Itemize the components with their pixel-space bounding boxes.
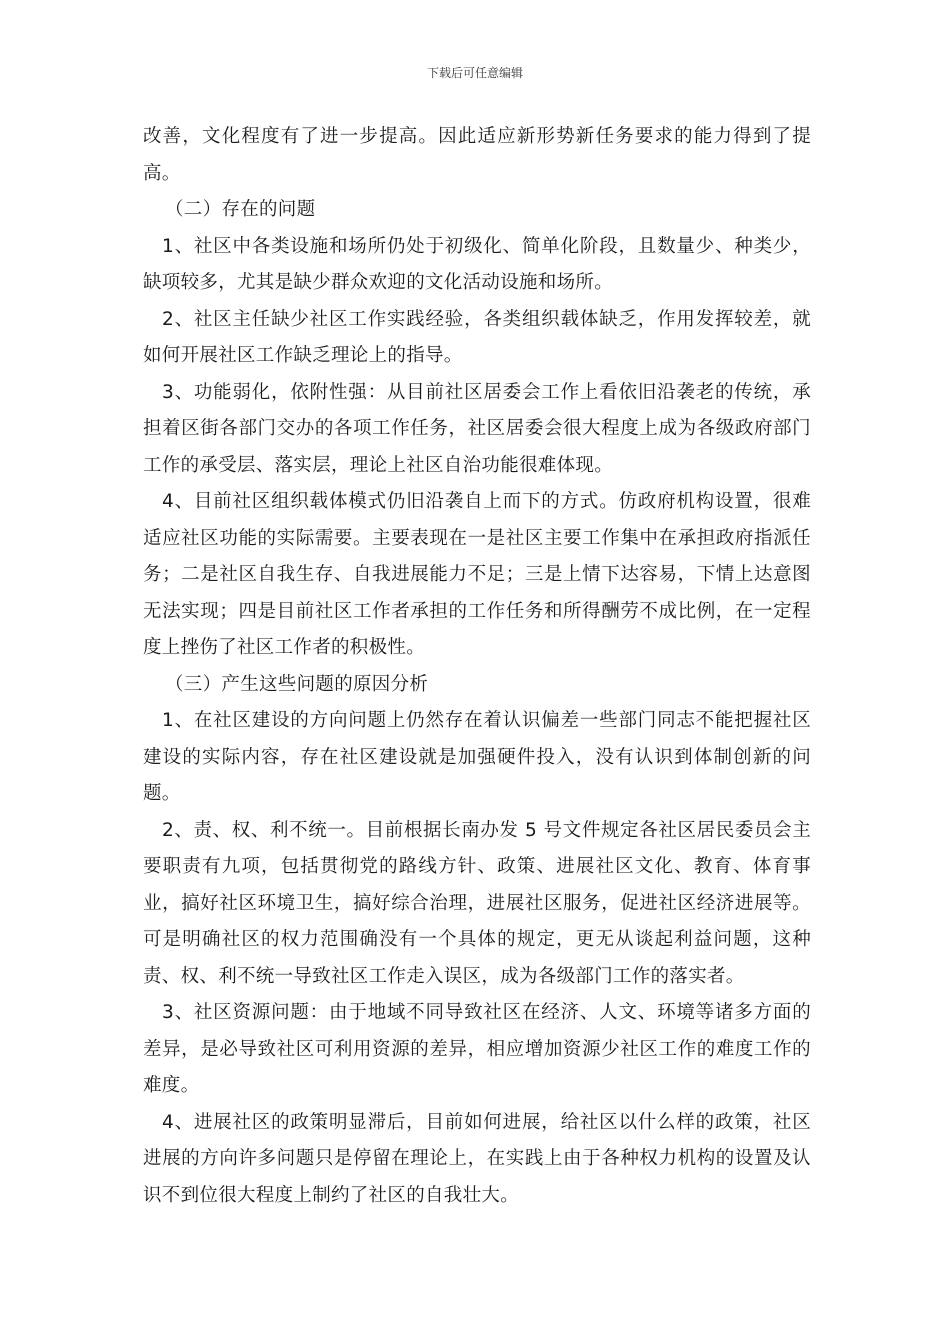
paragraph: 4、进展社区的政策明显滞后，目前如何进展，给社区以什么样的政策，社区进展的方向许多问题只是停留在理论上，在实践上由于各种权力机构的设置及认识不到位很大程度上制约了社区的自我壮大。	[143, 1111, 811, 1206]
paragraph: 2、责、权、利不统一。目前根据长南办发 5 号文件规定各社区居民委员会主要职责有九项，包括贯彻党的路线方针、政策、进展社区文化、教育、体育事业，搞好社区环境卫生，搞好综合治理，进展社区服务，促进社区经济进展等。可是明确社区的权力范围确没有一个具体的规定，更无从谈起利益问题，这种责、权、利不统一导致社区工作走入误区，成为各级部门工作的落实者。	[143, 819, 811, 987]
section-heading: （二）存在的问题	[165, 199, 316, 220]
page-header: 下载后可任意编辑	[426, 66, 523, 80]
paragraph: 3、社区资源问题：由于地域不同导致社区在经济、人文、环境等诸多方面的差异，是必导致社区可利用资源的差异，相应增加资源少社区工作的难度工作的难度。	[143, 1002, 811, 1096]
paragraph: 1、社区中各类设施和场所仍处于初级化、简单化阶段，且数量少、种类少，缺项较多，尤其是缺少群众欢迎的文化活动设施和场所。	[143, 235, 811, 293]
paragraph: 4、目前社区组织载体模式仍旧沿袭自上而下的方式。仿政府机构设置，很难适应社区功能的实际需要。主要表现在一是社区主要工作集中在承担政府指派任务；二是社区自我生存、自我进展能力不足；三是上情下达容易，下情上达意图无法实现；四是目前社区工作者承担的工作任务和所得酬劳不成比例，在一定程度上挫伤了社区工作者的积极性。	[143, 491, 811, 658]
paragraph: 改善，文化程度有了进一步提高。因此适应新形势新任务要求的能力得到了提高。	[143, 126, 811, 184]
document-body	[143, 119, 811, 1214]
paragraph: 1、在社区建设的方向问题上仍然存在着认识偏差一些部门同志不能把握社区建设的实际内容，存在社区建设就是加强硬件投入，没有认识到体制创新的问题。	[143, 710, 811, 804]
section-heading: （三）产生这些问题的原因分析	[165, 673, 429, 695]
paragraph: 3、功能弱化，依附性强：从目前社区居委会工作上看依旧沿袭老的传统，承担着区街各部门交办的各项工作任务，社区居委会很大程度上成为各级政府部门工作的承受层、落实层，理论上社区自治功能很难体现。	[143, 381, 811, 476]
paragraph: 2、社区主任缺少社区工作实践经验，各类组织载体缺乏，作用发挥较差，就如何开展社区工作缺乏理论上的指导。	[143, 308, 811, 366]
